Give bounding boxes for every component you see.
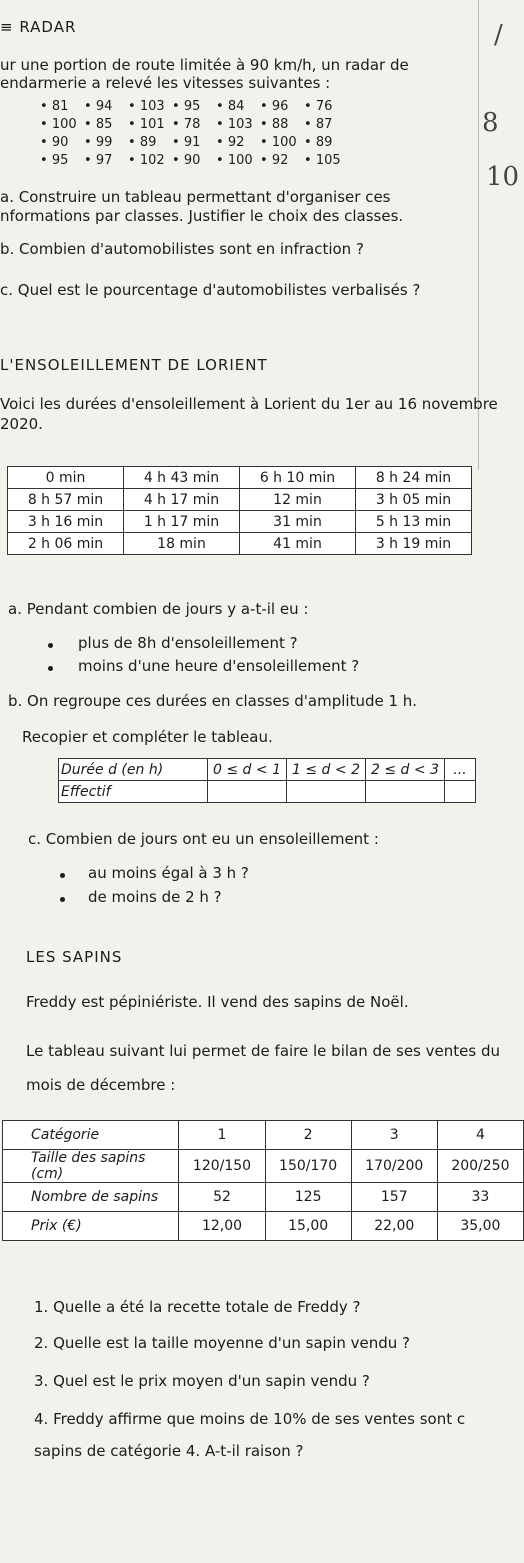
table-row: [3, 1212, 524, 1241]
sunshine-table: [7, 466, 472, 555]
speed-value: • 92: [260, 152, 304, 170]
sapins-question-1: 1. Quelle a été la recette totale de Freddy ?: [34, 1298, 361, 1316]
table-row: [3, 1121, 524, 1150]
table-cell: 200/250: [437, 1150, 523, 1183]
table-cell: 33: [437, 1183, 523, 1212]
radar-question-a: a. Construire un tableau permettant d'organiser ces: [0, 188, 391, 206]
table-row: [8, 533, 472, 555]
radar-intro: ur une portion de route limitée à 90 km/h, un radar de: [0, 56, 409, 74]
lorient-question-a-item: moins d'une heure d'ensoleillement ?: [78, 657, 360, 675]
table-cell: 3: [351, 1121, 437, 1150]
table-cell: 3 h 16 min: [8, 511, 124, 533]
speed-value: • 90: [40, 134, 84, 152]
radar-question-b: b. Combien d'automobilistes sont en infraction ?: [0, 240, 364, 258]
table-cell: [287, 781, 366, 803]
table-row: [59, 759, 476, 781]
speed-row: [40, 98, 348, 116]
sapins-question-2: 2. Quelle est la taille moyenne d'un sapin vendu ?: [34, 1334, 411, 1352]
table-cell: Durée d (en h): [59, 759, 208, 781]
table-row: [8, 511, 472, 533]
speed-value: • 76: [304, 98, 348, 116]
radar-question-a: nformations par classes. Justifier le choix des classes.: [0, 207, 404, 225]
table-cell: 170/200: [351, 1150, 437, 1183]
speed-value: • 99: [84, 134, 128, 152]
table-cell: [445, 781, 476, 803]
exercise-title-lorient: L'ENSOLEILLEMENT DE LORIENT: [0, 356, 268, 374]
radar-intro: endarmerie a relevé les vitesses suivantes :: [0, 74, 331, 92]
table-header-cell: Taille des sapins (cm): [3, 1150, 179, 1183]
table-row: [3, 1183, 524, 1212]
table-cell: 1 h 17 min: [124, 511, 240, 533]
table-cell: 12,00: [179, 1212, 265, 1241]
margin-scribble: 10: [486, 162, 520, 192]
speed-row: [40, 134, 348, 152]
table-cell: 0 min: [8, 467, 124, 489]
speed-value: • 103: [216, 116, 260, 134]
sapins-intro: mois de décembre :: [26, 1076, 176, 1094]
exercise-title-radar: ≡ RADAR: [0, 18, 77, 36]
speed-value: • 94: [84, 98, 128, 116]
sapins-question-4: sapins de catégorie 4. A-t-il raison ?: [34, 1442, 304, 1460]
sapins-table: [2, 1120, 524, 1241]
margin-scribble: 8: [482, 108, 499, 138]
speed-value: • 92: [216, 134, 260, 152]
speed-value: • 87: [304, 116, 348, 134]
speed-value: • 96: [260, 98, 304, 116]
speed-value: • 95: [172, 98, 216, 116]
speed-value: • 105: [304, 152, 348, 170]
table-cell: [208, 781, 287, 803]
table-cell: 1 ≤ d < 2: [287, 759, 366, 781]
bullet: [60, 873, 65, 878]
speed-value: • 81: [40, 98, 84, 116]
table-header-cell: Catégorie: [3, 1121, 179, 1150]
bullet: [60, 897, 65, 902]
table-cell: 125: [265, 1183, 351, 1212]
lorient-intro: 2020.: [0, 415, 43, 433]
table-cell: 8 h 57 min: [8, 489, 124, 511]
speed-list: [40, 98, 348, 170]
table-header-cell: Nombre de sapins: [3, 1183, 179, 1212]
table-cell: 31 min: [240, 511, 356, 533]
table-cell: 1: [179, 1121, 265, 1150]
table-cell: 2 ≤ d < 3: [366, 759, 445, 781]
table-cell: 3 h 19 min: [356, 533, 472, 555]
exercise-title-sapins: LES SAPINS: [26, 948, 123, 966]
bullet: [48, 666, 53, 671]
table-cell: 4 h 43 min: [124, 467, 240, 489]
speed-value: • 100: [40, 116, 84, 134]
speed-value: • 91: [172, 134, 216, 152]
speed-row: [40, 116, 348, 134]
sapins-intro: Le tableau suivant lui permet de faire le bilan de ses ventes du: [26, 1042, 500, 1060]
sapins-question-4: 4. Freddy affirme que moins de 10% de ses ventes sont c: [34, 1410, 466, 1428]
table-cell: 5 h 13 min: [356, 511, 472, 533]
sapins-question-3: 3. Quel est le prix moyen d'un sapin vendu ?: [34, 1372, 370, 1390]
table-cell: 150/170: [265, 1150, 351, 1183]
table-cell: [366, 781, 445, 803]
table-cell: 15,00: [265, 1212, 351, 1241]
table-row: [59, 781, 476, 803]
table-cell: 2 h 06 min: [8, 533, 124, 555]
lorient-question-c: c. Combien de jours ont eu un ensoleillement :: [28, 830, 379, 848]
speed-value: • 90: [172, 152, 216, 170]
lorient-question-b: b. On regroupe ces durées en classes d'amplitude 1 h.: [8, 692, 418, 710]
radar-question-c: c. Quel est le pourcentage d'automobilistes verbalisés ?: [0, 281, 421, 299]
speed-value: • 89: [304, 134, 348, 152]
table-cell: 157: [351, 1183, 437, 1212]
lorient-question-a: a. Pendant combien de jours y a-t-il eu :: [8, 600, 309, 618]
table-header-cell: Prix (€): [3, 1212, 179, 1241]
speed-value: • 100: [216, 152, 260, 170]
bullet: [48, 643, 53, 648]
speed-value: • 88: [260, 116, 304, 134]
table-cell: 3 h 05 min: [356, 489, 472, 511]
lorient-question-c-item: au moins égal à 3 h ?: [88, 864, 249, 882]
speed-value: • 95: [40, 152, 84, 170]
speed-value: • 84: [216, 98, 260, 116]
speed-value: • 100: [260, 134, 304, 152]
speed-value: • 102: [128, 152, 172, 170]
table-cell: 120/150: [179, 1150, 265, 1183]
table-cell: 41 min: [240, 533, 356, 555]
lorient-intro: Voici les durées d'ensoleillement à Lorient du 1er au 16 novembre: [0, 395, 498, 413]
lorient-question-a-item: plus de 8h d'ensoleillement ?: [78, 634, 298, 652]
table-row: [8, 489, 472, 511]
table-cell: 52: [179, 1183, 265, 1212]
table-cell: 12 min: [240, 489, 356, 511]
lorient-question-b: Recopier et compléter le tableau.: [22, 728, 273, 746]
table-cell: 22,00: [351, 1212, 437, 1241]
margin-scribble: /: [494, 20, 503, 50]
table-row: [8, 467, 472, 489]
table-cell: Effectif: [59, 781, 208, 803]
sapins-intro: Freddy est pépiniériste. Il vend des sapins de Noël.: [26, 993, 409, 1011]
table-cell: ...: [445, 759, 476, 781]
table-cell: 2: [265, 1121, 351, 1150]
speed-value: • 78: [172, 116, 216, 134]
speed-value: • 89: [128, 134, 172, 152]
table-cell: 8 h 24 min: [356, 467, 472, 489]
table-cell: 4: [437, 1121, 523, 1150]
speed-value: • 101: [128, 116, 172, 134]
speed-value: • 103: [128, 98, 172, 116]
table-cell: 0 ≤ d < 1: [208, 759, 287, 781]
table-cell: 4 h 17 min: [124, 489, 240, 511]
speed-row: [40, 152, 348, 170]
table-cell: 18 min: [124, 533, 240, 555]
lorient-question-c-item: de moins de 2 h ?: [88, 888, 222, 906]
table-cell: 35,00: [437, 1212, 523, 1241]
speed-value: • 97: [84, 152, 128, 170]
table-row: [3, 1150, 524, 1183]
table-cell: 6 h 10 min: [240, 467, 356, 489]
class-table: [58, 758, 476, 803]
speed-value: • 85: [84, 116, 128, 134]
